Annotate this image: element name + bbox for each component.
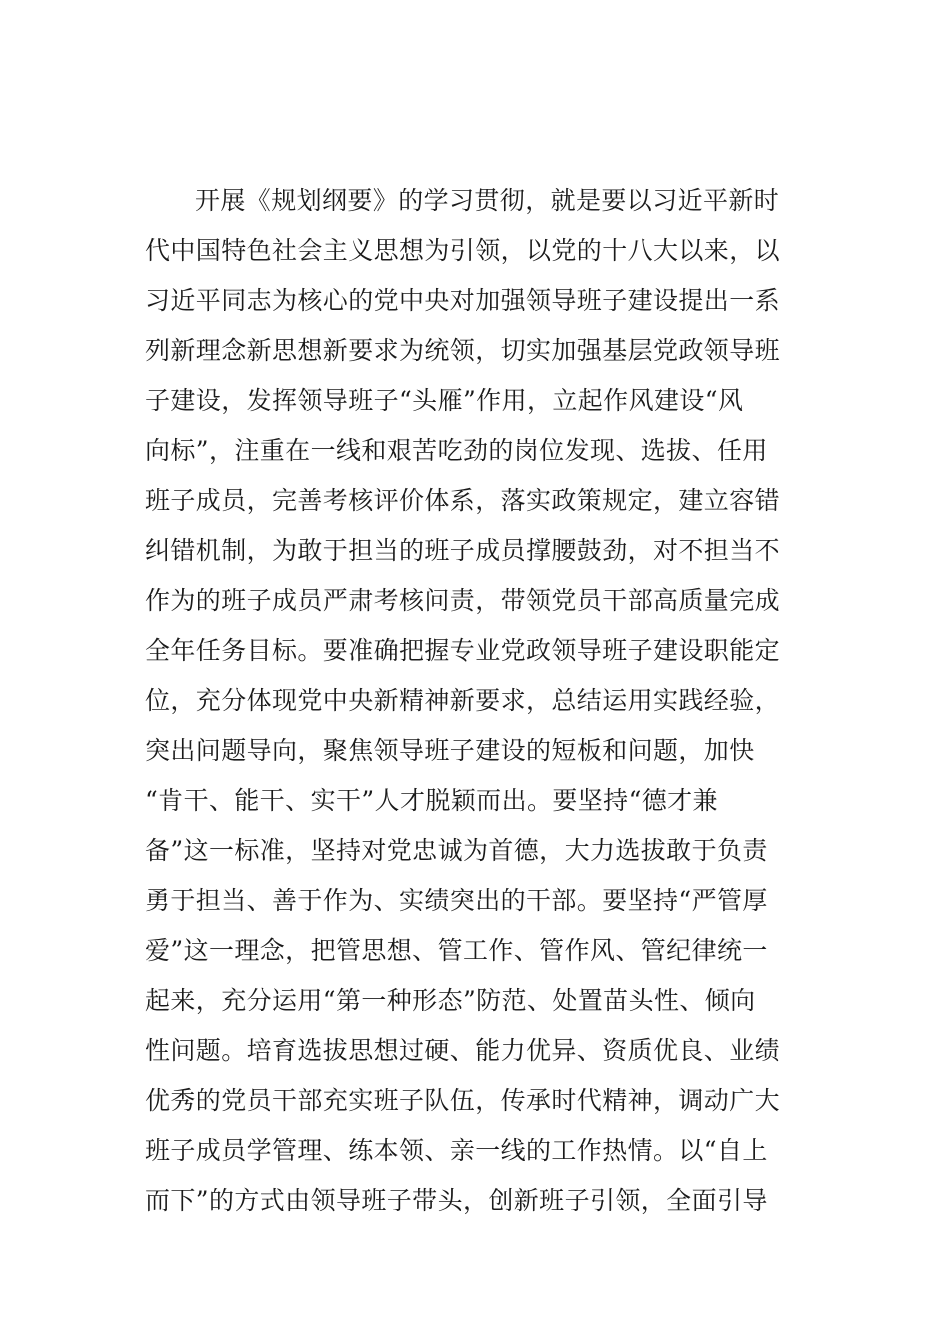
text-line: 性问题。培育选拔思想过硬、能力优异、资质优良、业绩 bbox=[145, 1036, 781, 1065]
text-line: 起来，充分运用“第一种形态”防范、处置苗头性、倾向 bbox=[145, 986, 756, 1015]
body-paragraph bbox=[145, 176, 810, 1226]
text-line: 作为的班子成员严肃考核问责，带领党员干部高质量完成 bbox=[145, 586, 781, 615]
text-line: 而下”的方式由领导班子带头，创新班子引领，全面引导 bbox=[145, 1186, 768, 1215]
text-line: 列新理念新思想新要求为统领，切实加强基层党政领导班 bbox=[145, 336, 781, 365]
text-line: 位，充分体现党中央新精神新要求，总结运用实践经验， bbox=[145, 686, 781, 715]
text-line: 子建设，发挥领导班子“头雁”作用，立起作风建设“风 bbox=[145, 386, 744, 415]
text-line: 开展《规划纲要》的学习贯彻，就是要以习近平新时 bbox=[195, 186, 780, 215]
text-line: 向标”，注重在一线和艰苦吃劲的岗位发现、选拔、任用 bbox=[145, 436, 768, 465]
text-line: 突出问题导向，聚焦领导班子建设的短板和问题，加快 bbox=[145, 736, 755, 765]
text-line: 备”这一标准，坚持对党忠诚为首德，大力选拔敢于负责 bbox=[145, 836, 768, 865]
text-line: 爱”这一理念，把管思想、管工作、管作风、管纪律统一 bbox=[145, 936, 768, 965]
text-line: 全年任务目标。要准确把握专业党政领导班子建设职能定 bbox=[145, 636, 781, 665]
text-line: 勇于担当、善于作为、实绩突出的干部。要坚持“严管厚 bbox=[145, 886, 768, 915]
text-line: 纠错机制，为敢于担当的班子成员撑腰鼓劲，对不担当不 bbox=[145, 536, 781, 565]
text-line: 优秀的党员干部充实班子队伍，传承时代精神，调动广大 bbox=[145, 1086, 781, 1115]
text-line: 班子成员，完善考核评价体系，落实政策规定，建立容错 bbox=[145, 486, 781, 515]
text-line: 习近平同志为核心的党中央对加强领导班子建设提出一系 bbox=[145, 286, 781, 315]
text-line: “肯干、能干、实干”人才脱颖而出。要坚持“德才兼 bbox=[145, 786, 718, 815]
text-line: 代中国特色社会主义思想为引领，以党的十八大以来，以 bbox=[145, 236, 781, 265]
text-line: 班子成员学管理、练本领、亲一线的工作热情。以“自上 bbox=[145, 1136, 768, 1165]
